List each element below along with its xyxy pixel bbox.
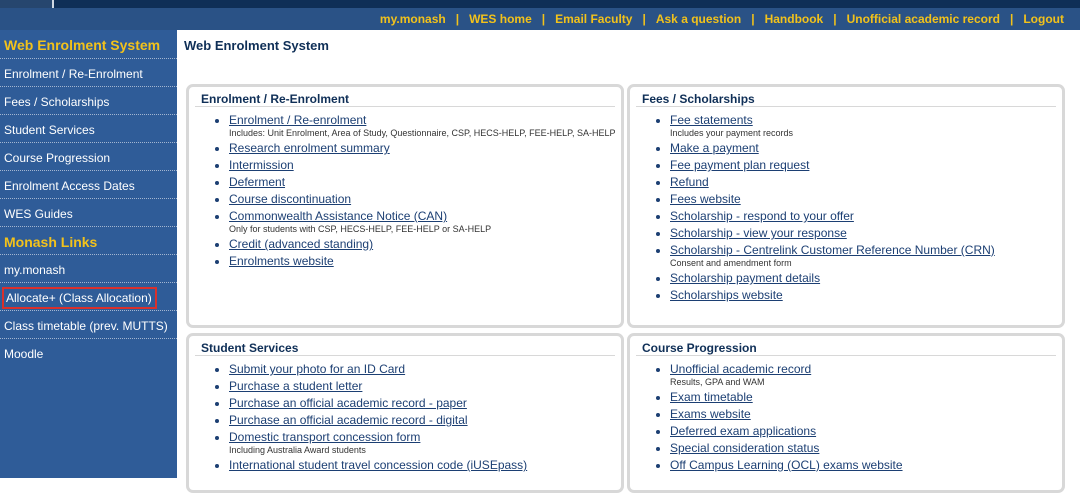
link-list: [189, 356, 621, 472]
sidebar-heading-wes: Web Enrolment System: [4, 37, 161, 53]
link-scholarship-view[interactable]: Scholarship - view your response: [670, 226, 847, 240]
list-item: [670, 390, 1062, 404]
sidebar-item-allocate[interactable]: [0, 282, 177, 310]
item-note: Results, GPA and WAM: [670, 377, 765, 387]
link-payment-plan[interactable]: Fee payment plan request: [670, 158, 810, 172]
sidebar-item-my-monash[interactable]: my.monash: [0, 254, 177, 282]
link-intermission[interactable]: Intermission: [229, 158, 294, 172]
sidebar-item-fees[interactable]: Fees / Scholarships: [0, 86, 177, 114]
link-list: [630, 356, 1062, 472]
link-fees-website[interactable]: Fees website: [670, 192, 741, 206]
list-item: [229, 113, 621, 138]
sidebar-item-access-dates[interactable]: Enrolment Access Dates: [0, 170, 177, 198]
link-scholarship-respond[interactable]: Scholarship - respond to your offer: [670, 209, 854, 223]
list-item: [229, 175, 621, 189]
list-item: [229, 458, 621, 472]
list-item: [670, 141, 1062, 155]
sidebar: [0, 30, 177, 478]
item-note: Includes: Unit Enrolment, Area of Study, Questionnaire, CSP, HECS-HELP, FEE-HELP, SA-HELP: [229, 128, 616, 138]
list-item: [670, 226, 1062, 240]
separator: |: [751, 12, 755, 26]
link-student-letter[interactable]: Purchase a student letter: [229, 379, 363, 393]
panel-title: Enrolment / Re-Enrolment: [195, 87, 615, 107]
link-record-digital[interactable]: Purchase an official academic record - digital: [229, 413, 468, 427]
link-scholarship-crn[interactable]: Scholarship - Centrelink Customer Reference Number (CRN): [670, 243, 995, 257]
list-item: [670, 113, 1062, 138]
link-refund[interactable]: Refund: [670, 175, 709, 189]
sidebar-item-student-services[interactable]: Student Services: [0, 114, 177, 142]
top-nav: [0, 8, 1080, 30]
monash-logo[interactable]: [0, 0, 54, 8]
list-item: [229, 158, 621, 172]
link-unofficial-record[interactable]: Unofficial academic record: [670, 362, 812, 376]
link-enrolments-website[interactable]: Enrolments website: [229, 254, 334, 268]
list-item: [670, 424, 1062, 438]
list-item: [670, 288, 1062, 302]
sidebar-item-enrolment[interactable]: Enrolment / Re-Enrolment: [0, 58, 177, 86]
panel-fees: [627, 84, 1065, 328]
link-special-consideration[interactable]: Special consideration status: [670, 441, 820, 455]
panel-student-services: [186, 333, 624, 493]
sidebar-item-allocate-label[interactable]: Allocate+ (Class Allocation): [4, 289, 155, 307]
toplink-logout[interactable]: Logout: [1023, 12, 1064, 26]
toplink-unofficial-record[interactable]: Unofficial academic record: [846, 12, 1000, 26]
list-item: [670, 158, 1062, 172]
toplink-wes-home[interactable]: WES home: [469, 12, 532, 26]
item-note: Only for students with CSP, HECS-HELP, FEE-HELP or SA-HELP: [229, 224, 492, 234]
item-note: Includes your payment records: [670, 128, 794, 138]
list-item: [670, 192, 1062, 206]
panel-title: Student Services: [195, 336, 615, 356]
list-item: [670, 441, 1062, 455]
link-make-payment[interactable]: Make a payment: [670, 141, 759, 155]
panel-title: Course Progression: [636, 336, 1056, 356]
link-fee-statements[interactable]: Fee statements: [670, 113, 753, 127]
list-item: [229, 396, 621, 410]
list-item: [670, 458, 1062, 472]
link-scholarships-website[interactable]: Scholarships website: [670, 288, 783, 302]
list-item: [229, 192, 621, 206]
page-title: Web Enrolment System: [184, 38, 329, 53]
panel-title: Fees / Scholarships: [636, 87, 1056, 107]
separator: |: [455, 12, 460, 26]
link-can[interactable]: Commonwealth Assistance Notice (CAN): [229, 209, 448, 223]
link-ocl-exams[interactable]: Off Campus Learning (OCL) exams website: [670, 458, 903, 472]
panel-enrolment: [186, 84, 624, 328]
sidebar-item-class-timetable[interactable]: Class timetable (prev. MUTTS): [0, 310, 177, 338]
link-id-photo[interactable]: Submit your photo for an ID Card: [229, 362, 406, 376]
list-item: [670, 362, 1062, 387]
sidebar-item-wes-guides[interactable]: WES Guides: [0, 198, 177, 226]
link-scholarship-payment[interactable]: Scholarship payment details: [670, 271, 821, 285]
list-item: [229, 209, 621, 234]
link-list: [630, 107, 1062, 302]
list-item: [670, 271, 1062, 285]
toplink-my-monash[interactable]: my.monash: [379, 12, 446, 26]
link-deferred-exams[interactable]: Deferred exam applications: [670, 424, 817, 438]
link-deferment[interactable]: Deferment: [229, 175, 286, 189]
top-banner: [0, 0, 1080, 8]
list-item: [670, 243, 1062, 268]
list-item: [670, 209, 1062, 223]
list-item: [670, 407, 1062, 421]
link-research-summary[interactable]: Research enrolment summary: [229, 141, 390, 155]
separator: |: [642, 12, 646, 26]
separator: |: [1009, 12, 1014, 26]
link-credit[interactable]: Credit (advanced standing): [229, 237, 374, 251]
link-record-paper[interactable]: Purchase an official academic record - paper: [229, 396, 467, 410]
item-note: Consent and amendment form: [670, 258, 792, 268]
link-exam-timetable[interactable]: Exam timetable: [670, 390, 753, 404]
list-item: [229, 413, 621, 427]
list-item: [229, 430, 621, 455]
link-transport-concession[interactable]: Domestic transport concession form: [229, 430, 421, 444]
list-item: [229, 237, 621, 251]
separator: |: [541, 12, 546, 26]
link-discontinuation[interactable]: Course discontinuation: [229, 192, 352, 206]
link-iusepass[interactable]: International student travel concession code (iUSEpass): [229, 458, 528, 472]
link-exams-website[interactable]: Exams website: [670, 407, 751, 421]
toplink-ask-question[interactable]: Ask a question: [655, 12, 742, 26]
list-item: [229, 254, 621, 268]
main-content: [184, 30, 1080, 478]
sidebar-item-course-progression[interactable]: Course Progression: [0, 142, 177, 170]
toplink-email-faculty[interactable]: Email Faculty: [555, 12, 633, 26]
list-item: [229, 362, 621, 376]
sidebar-heading-links: Monash Links: [0, 226, 177, 254]
panel-course-progression: [627, 333, 1065, 493]
item-note: Including Australia Award students: [229, 445, 366, 455]
link-list: [189, 107, 621, 268]
sidebar-item-moodle[interactable]: Moodle: [0, 338, 177, 366]
link-enrolment[interactable]: Enrolment / Re-enrolment: [229, 113, 367, 127]
list-item: [229, 141, 621, 155]
list-item: [229, 379, 621, 393]
list-item: [670, 175, 1062, 189]
separator: |: [833, 12, 837, 26]
toplink-handbook[interactable]: Handbook: [764, 12, 824, 26]
